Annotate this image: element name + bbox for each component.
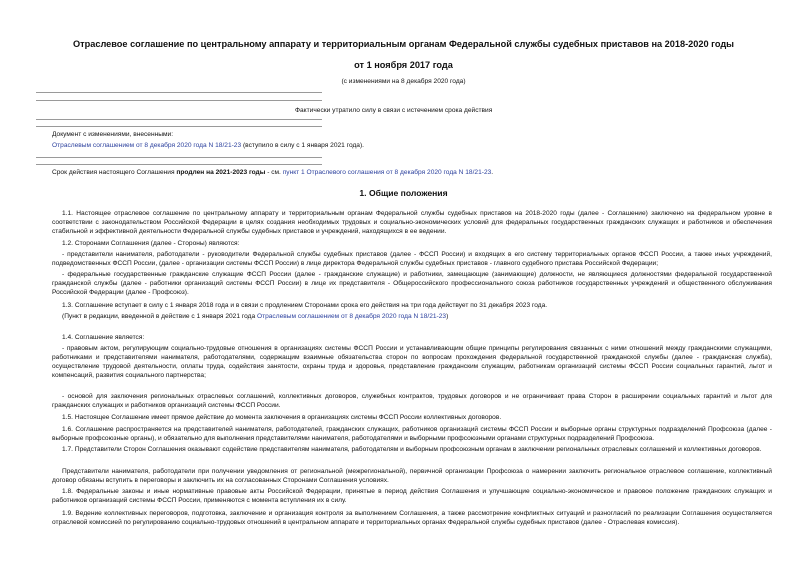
paragraph-1-6: 1.6. Соглашение распространяется на представителей нанимателя, работодателей, гражданских служащих, работников организаций системы ФССП России и выборные органы структурных подразделений Профсоюза (далее - выборные профсоюзные органы), и обязательно для выполнения представителями нанимателя, работодателями и выборными профсоюзными органами структурных подразделений Профсоюза.	[52, 426, 772, 442]
paragraph-1-2: 1.2. Сторонами Соглашения (далее - Стороны) являются:	[62, 240, 240, 247]
separator-line	[36, 126, 322, 127]
term-line: Срок действия настоящего Соглашения продлен на 2021-2023 годы - см. пункт 1 Отраслевого соглашения от 8 декабря 2020 года N 18/21-23.	[52, 169, 494, 176]
paragraph-1-3: 1.3. Соглашение вступает в силу с 1 января 2018 года и в связи с продлением Сторонами срока его действия на три года действует по 31 декабря 2023 года.	[62, 302, 548, 309]
paragraph-1-1: 1.1. Настоящее отраслевое соглашение по центральному аппарату и территориальным органам Федеральной службы судебных приставов на 2018-2020 годы (далее - Соглашение) заключено на федеральном уровне в соответствии с законодательством Российской Федерации в целях создания необходимых трудовых и социально-экономических условий для федеральных государственных гражданских служащих и работников и обеспечения стабильной и эффективной деятельности Федеральной службы судебных приставов и учреждений, находящихся в ее ведении.	[52, 210, 772, 235]
separator-line	[36, 164, 322, 165]
separator-line	[36, 100, 322, 101]
paragraph-1-4b: - основой для заключения региональных отраслевых соглашений, коллективных договоров, служебных контрактов, трудовых договоров и не ограничивает права Сторон в расширении социальных гарантий и льгот для гражданских служащих и работников организаций системы ФССП России.	[52, 393, 772, 409]
separator-line	[36, 119, 322, 120]
paragraph-1-3-note: (Пункт в редакции, введенной в действие с 1 января 2021 года Отраслевым соглашением от 8 декабря 2020 года N 18/21-23)	[62, 313, 449, 320]
paragraph-1-4a: - правовым актом, регулирующим социально-трудовые отношения в организациях системы ФССП России и устанавливающим общие принципы регулирования связанных с ними отношений между гражданскими служащими, работниками и представителями нанимателя, работодателями, содержащим взаимные обязательства сторон по вопросам прохождения федеральной государственной гражданской службы (далее - гражданская служба), осуществление трудовой деятельности, оплаты труда, содействия занятости, охраны труда и здоровья, представление гражданским служащим, работникам организаций системы ФССП России социальных гарантий, льгот и компенсаций, развития социального партнерства;	[52, 345, 772, 379]
amendments-label: Документ с изменениями, внесенными:	[52, 131, 174, 138]
term-extended: продлен на 2021-2023 годы	[176, 169, 266, 176]
paragraph-1-8: 1.8. Федеральные законы и иные нормативные правовые акты Российской Федерации, принятые в период действия Соглашения и улучшающие социально-экономическое и правовое положение гражданских служащих и работников организаций системы ФССП России, применяются с момента вступления их в силу.	[52, 488, 772, 504]
document-date: от 1 ноября 2017 года	[354, 60, 453, 70]
section-title: 1. Общие положения	[359, 188, 448, 198]
paragraph-1-2a: - представители нанимателя, работодатели - руководители Федеральной службы судебных приставов (далее - ФССП России) и входящих в его систему территориальных органов ФССП России, а также иных учреждений, подведомственных ФССП России, (далее - организации системы ФССП России) в лице директора Федеральной службы судебных приставов - главного судебного пристава Российской Федерации;	[52, 251, 772, 267]
amendment-link[interactable]: Отраслевым соглашением от 8 декабря 2020 года N 18/21-23	[52, 142, 242, 149]
revision-note: (с изменениями на 8 декабря 2020 года)	[341, 78, 466, 85]
paragraph-1-7b: Представители нанимателя, работодатели при получении уведомления от региональной (межрегиональной), первичной организации Профсоюза о намерении заключить региональное отраслевое соглашение, коллективный договор обязаны вступить в переговоры и заключить их на согласованных Сторонами Соглашения условиях.	[52, 468, 772, 484]
paragraph-1-3-note-link[interactable]: Отраслевым соглашением от 8 декабря 2020 года N 18/21-23	[256, 313, 447, 320]
paragraph-1-7: 1.7. Представители Сторон Соглашения оказывают содействие представителям нанимателя, работодателям и выборным профсоюзным органам в заключении региональных отраслевых соглашений и коллективных договоров.	[62, 446, 762, 453]
amendment-line	[52, 142, 692, 151]
paragraph-1-2b: - федеральные государственные гражданские служащие ФССП России (далее - гражданские служащие) и работники, замещающие (занимающие) должности, не являющиеся должностями федеральной государственной гражданской службы (далее - работники организаций системы ФССП России) в лице их представителя - Общероссийского профессионального союза работников государственных учреждений и общественного обслуживания Российской Федерации (далее - Профсоюз).	[52, 271, 772, 296]
paragraph-1-9: 1.9. Ведение коллективных переговоров, подготовка, заключение и организация контроля за выполнением Соглашения, а также рассмотрение конфликтных ситуаций и разногласий по реализации Соглашения осуществляется отраслевой комиссией по регулированию социально-трудовых отношений в центральном аппарате и территориальных органах Федеральной службы судебных приставов (далее - Отраслевая комиссия).	[52, 510, 772, 526]
term-link[interactable]: пункт 1 Отраслевого соглашения от 8 декабря 2020 года N 18/21-23	[282, 169, 492, 176]
status-note: Фактически утратило силу в связи с истечением срока действия	[295, 107, 493, 114]
separator-line	[36, 92, 322, 93]
document-title: Отраслевое соглашение по центральному аппарату и территориальным органам Федеральной службы судебных приставов на 2018-2020 годы	[72, 39, 735, 49]
amendment-suffix: (вступило в силу с 1 января 2021 года).	[241, 142, 365, 149]
paragraph-1-5: 1.5. Настоящее Соглашение имеет прямое действие до момента заключения в организациях системы ФССП России коллективных договоров.	[62, 414, 502, 421]
separator-line	[36, 157, 322, 158]
paragraph-1-4: 1.4. Соглашение является:	[62, 334, 145, 341]
